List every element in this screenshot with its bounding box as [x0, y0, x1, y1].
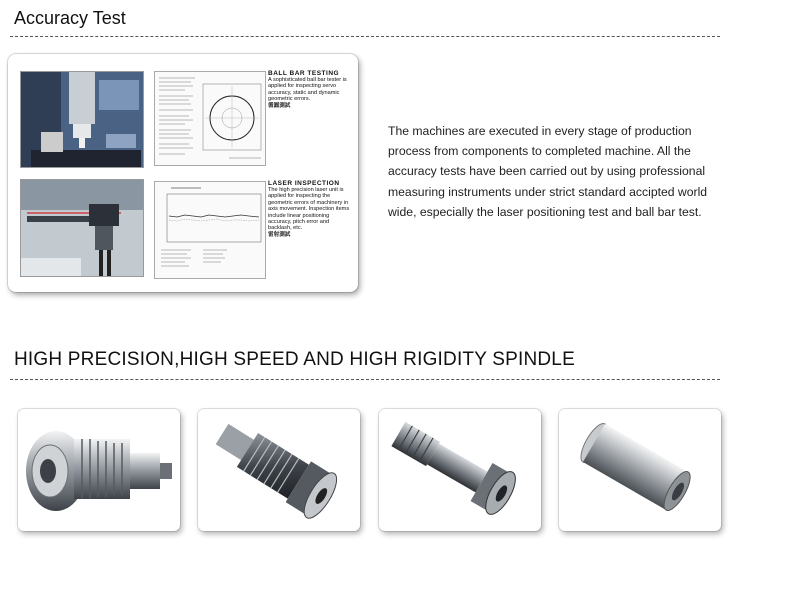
laser-description — [268, 180, 354, 238]
spindle-image-1 — [18, 409, 180, 531]
ballbar-test-photo — [20, 71, 144, 168]
laser-text: The high precision laser unit is applied for inspecting the geometric errors of machinery in axis movement. Inspection items include linear positioning accuracy, pitch error and backlash, etc. — [268, 187, 350, 232]
ballbar-cjk-title: 循圓測試 — [268, 102, 291, 109]
spindle-image-4 — [559, 409, 721, 531]
spindle-image-3 — [379, 409, 541, 531]
laser-title: LASER INSPECTION — [268, 180, 340, 187]
spindle-section-title: HIGH PRECISION,HIGH SPEED AND HIGH RIGIDITY SPINDLE — [14, 349, 575, 370]
accuracy-test-title: Accuracy Test — [14, 8, 126, 28]
section-divider — [10, 379, 720, 380]
accuracy-test-panel — [8, 54, 358, 292]
spindle-image-2 — [198, 409, 360, 531]
accuracy-description: The machines are executed in every stage of production process from components to completed machine. All the accuracy tests have been carried out by using professional measuring instruments under strict standard accipted world wide, especially the laser positioning test and ball bar test. — [388, 124, 708, 219]
laser-inspection-photo — [20, 179, 144, 277]
ballbar-report-document — [154, 71, 266, 166]
section-divider — [10, 36, 720, 37]
laser-report-document — [154, 181, 266, 279]
ballbar-description — [268, 70, 354, 109]
ballbar-title: BALL BAR TESTING — [268, 70, 340, 77]
laser-cjk-title: 雷射測試 — [268, 231, 291, 238]
ballbar-text: A sophisticated ball bar tester is applied for inspecting servo accuracy, static and dynamic geometric errors. — [268, 77, 347, 103]
